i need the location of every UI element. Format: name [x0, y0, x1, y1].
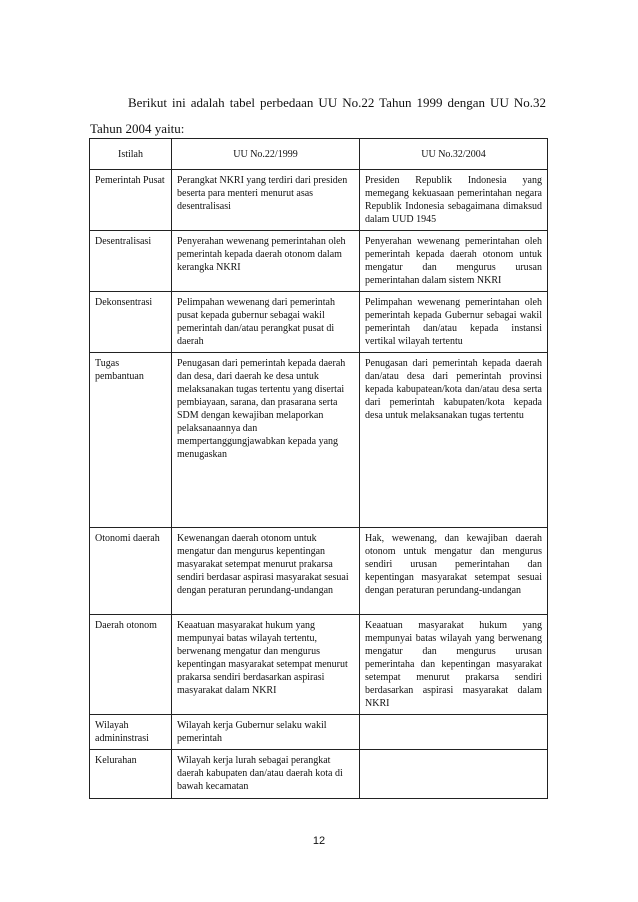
table-row: [90, 170, 548, 231]
term-cell: Desentralisasi: [90, 231, 172, 292]
term-cell: Wilayah admininstrasi: [90, 715, 172, 750]
uu22-cell: Penyerahan wewenang pemerintahan oleh pemerintah kepada daerah otonom dalam kerangka NKRI: [172, 231, 360, 292]
uu22-cell: Wilayah kerja lurah sebagai perangkat daerah kabupaten dan/atau daerah kota di bawah kecamatan: [172, 750, 360, 799]
uu32-cell: Pelimpahan wewenang pemerintahan oleh pemerintah kepada Gubernur sebagai wakil pemerintah dan/atau kepada instansi vertikal wilayah tertentu: [360, 292, 548, 353]
uu22-cell: Keaatuan masyarakat hukum yang mempunyai batas wilayah tertentu, berwenang mengatur dan mengurus kepentingan masyarakat setempat menurut prakarsa sendiri berdasarkan aspirasi masyarakat dalam NKRI: [172, 615, 360, 715]
term-cell: Dekonsentrasi: [90, 292, 172, 353]
uu22-cell: Perangkat NKRI yang terdiri dari presiden beserta para menteri menurut asas desentralisasi: [172, 170, 360, 231]
table-row: [90, 528, 548, 615]
uu22-cell: Pelimpahan wewenang dari pemerintah pusat kepada gubernur sebagai wakil pemerintah dan/atau perangkat pusat di daerah: [172, 292, 360, 353]
comparison-table: [89, 138, 548, 799]
table-row: [90, 615, 548, 715]
uu32-cell: Penugasan dari pemerintah kepada daerah dan/atau desa dari pemerintah provinsi kepada kabupatean/kota dan/atau desa serta dari pemerintah kabupaten/kota kepada desa untuk melaksanakan tugas tertentu: [360, 353, 548, 528]
term-cell: Kelurahan: [90, 750, 172, 799]
uu32-cell: Presiden Republik Indonesia yang memegang kekuasaan pemerintahan negara Republik Indonesia sebagaimana dimaksud dalam UUD 1945: [360, 170, 548, 231]
uu32-cell: Keaatuan masyarakat hukum yang mempunyai batas wilayah yang berwenang mengatur dan mengurus urusan pemerintaha dan kepentingan masyarakat setempat menurut prakarsa sendiri berdasarkan aspirasi masyarakat dalam NKRI: [360, 615, 548, 715]
uu22-cell: Penugasan dari pemerintah kepada daerah dan desa, dari daerah ke desa untuk melaksanakan tugas tertentu yang disertai pembiayaan, sarana, dan prasarana serta SDM dengan kewajiban melaporkan pelaksanaannya dan mempertanggungjawabkan kepada yang menugaskan: [172, 353, 360, 528]
page-number: 12: [312, 835, 326, 847]
intro-paragraph: [90, 90, 546, 142]
term-cell: Daerah otonom: [90, 615, 172, 715]
header-uu22: UU No.22/1999: [172, 139, 360, 170]
table-row: [90, 292, 548, 353]
term-cell: Pemerintah Pusat: [90, 170, 172, 231]
table-header-row: [90, 139, 548, 170]
table-row: [90, 353, 548, 528]
table-row: [90, 750, 548, 799]
table-row: [90, 715, 548, 750]
header-uu32: UU No.32/2004: [360, 139, 548, 170]
uu32-cell: Penyerahan wewenang pemerintahan oleh pemerintah kepada daerah otonom untuk mengatur dan mengurus urusan pemerintahan dalam sistem NKRI: [360, 231, 548, 292]
table-row: [90, 231, 548, 292]
uu32-cell: [360, 715, 548, 750]
term-cell: Tugas pembantuan: [90, 353, 172, 528]
header-istilah: Istilah: [90, 139, 172, 170]
uu32-cell: Hak, wewenang, dan kewajiban daerah otonom untuk mengatur dan mengurus sendiri urusan pemerintahan dan kepentingan masyarakat setempat sesuai dengan peraturan perundang-undangan: [360, 528, 548, 615]
uu22-cell: Wilayah kerja Gubernur selaku wakil pemerintah: [172, 715, 360, 750]
uu32-cell: [360, 750, 548, 799]
uu22-cell: Kewenangan daerah otonom untuk mengatur dan mengurus kepentingan masyarakat setempat menurut prakarsa sendiri berdasar aspirasi masyarakat sesuai dengan peraturan perundang-undangan: [172, 528, 360, 615]
intro-text: Berikut ini adalah tabel perbedaan UU No.22 Tahun 1999 dengan UU No.32 Tahun 2004 yaitu:: [90, 95, 546, 136]
term-cell: Otonomi daerah: [90, 528, 172, 615]
